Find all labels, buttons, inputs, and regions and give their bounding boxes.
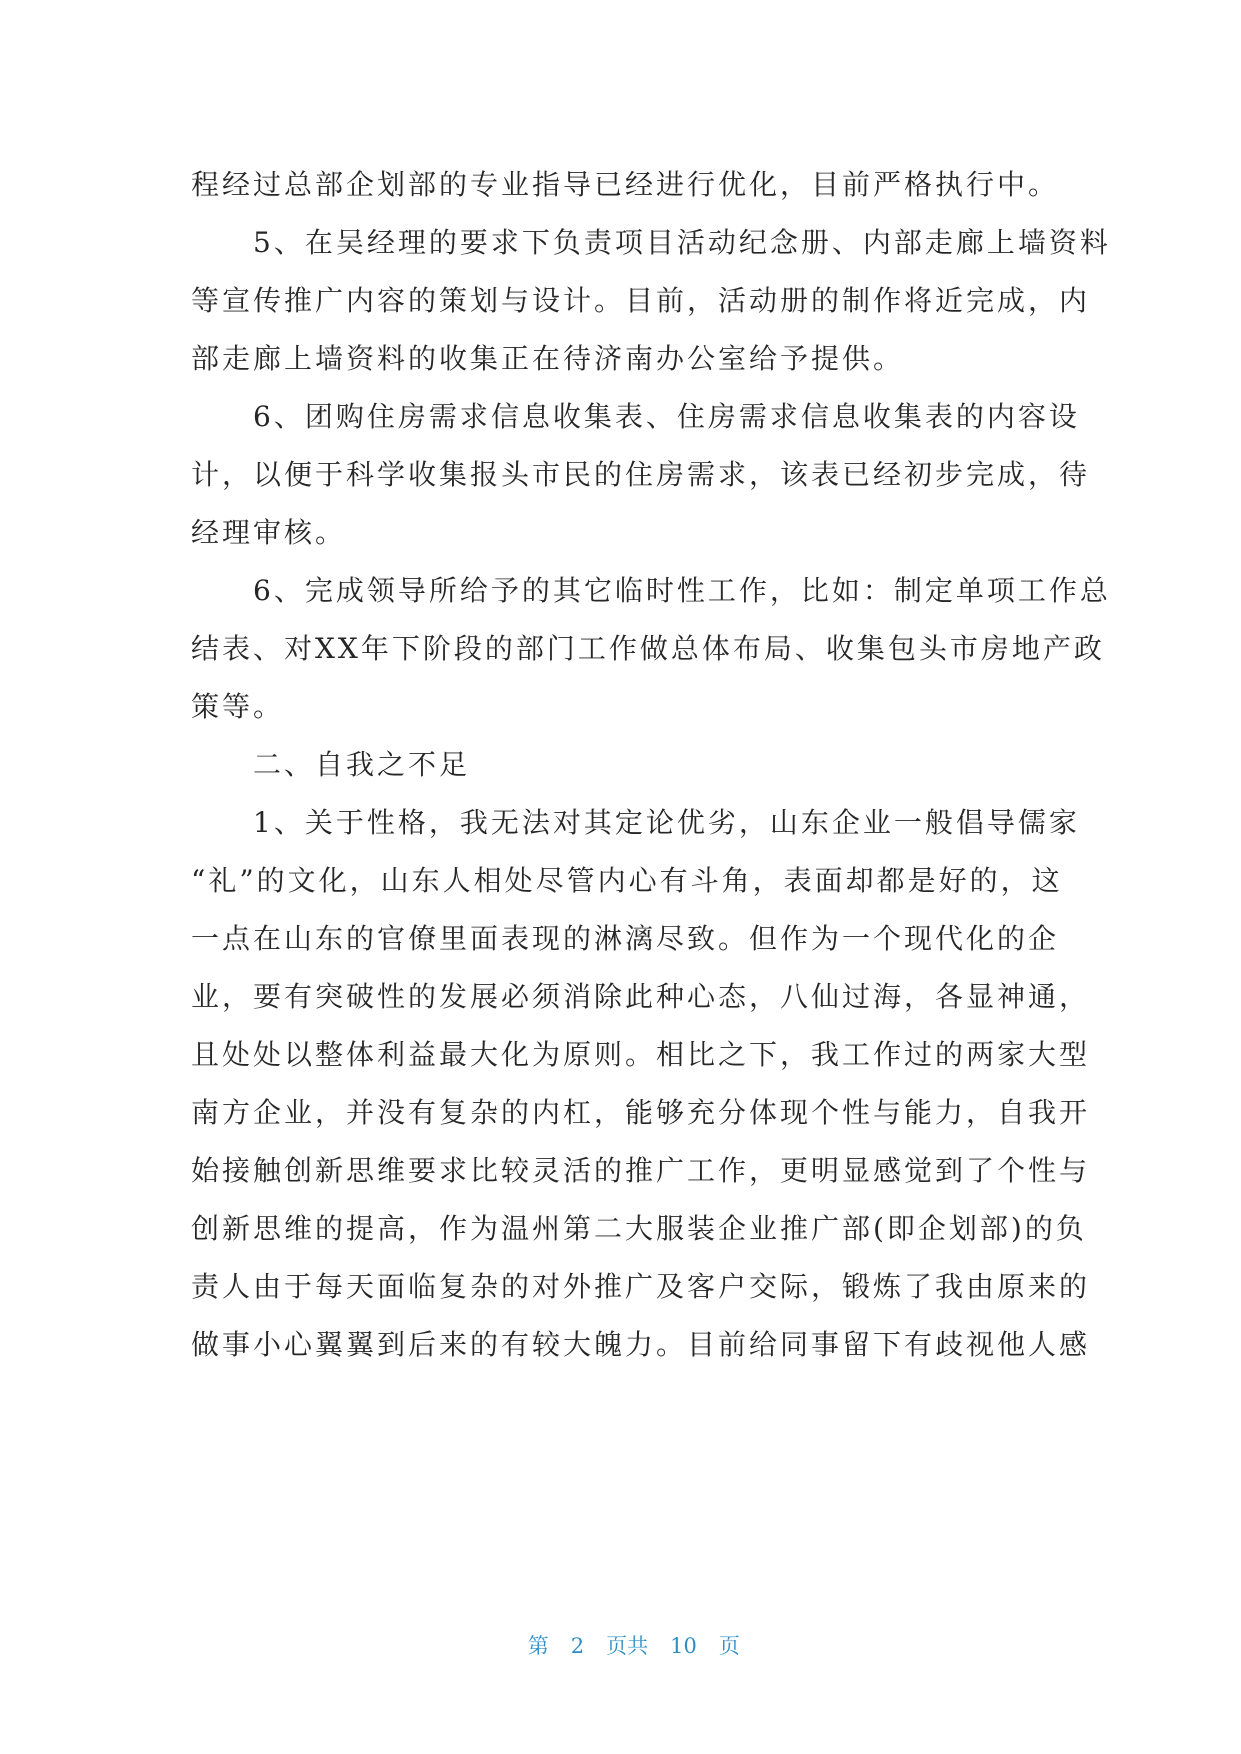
footer-prefix: 第 [527,1634,549,1658]
body-line: 南方企业，并没有复杂的内杠，能够充分体现个性与能力，自我开 [191,1096,1091,1129]
body-line: 经理审核。 [191,516,347,549]
body-line: 1、关于性格，我无法对其定论优劣，山东企业一般倡导儒家 [191,806,1080,839]
current-page-number: 2 [570,1634,585,1658]
body-line: 等宣传推广内容的策划与设计。目前，活动册的制作将近完成，内 [191,284,1091,317]
section-heading: 二、自我之不足 [191,748,471,781]
body-line: 6、团购住房需求信息收集表、住房需求信息收集表的内容设 [191,400,1080,433]
body-line: 始接触创新思维要求比较灵活的推广工作，更明显感觉到了个性与 [191,1154,1091,1187]
footer-suffix: 页 [718,1634,740,1658]
body-line: 一点在山东的官僚里面表现的淋漓尽致。但作为一个现代化的企 [191,922,1060,955]
total-page-count: 10 [670,1634,697,1658]
body-line: 做事小心翼翼到后来的有较大魄力。目前给同事留下有歧视他人感 [191,1328,1091,1361]
body-line: “礼”的文化，山东人相处尽管内心有斗角，表面却都是好的，这 [191,864,1063,897]
body-line: 创新思维的提高，作为温州第二大服装企业推广部(即企划部)的负 [191,1212,1087,1245]
page-footer [0,1606,1241,1684]
body-line: 计，以便于科学收集报头市民的住房需求，该表已经初步完成，待 [191,458,1091,491]
body-line: 程经过总部企划部的专业指导已经进行优化，目前严格执行中。 [191,168,1060,201]
body-line: 策等。 [191,690,285,723]
body-line: 业，要有突破性的发展必须消除此种心态，八仙过海，各显神通， [191,980,1091,1013]
body-line: 部走廊上墙资料的收集正在待济南办公室给予提供。 [191,342,905,375]
body-line: 结表、对XX年下阶段的部门工作做总体布局、收集包头市房地产政 [191,632,1105,665]
body-line: 且处处以整体利益最大化为原则。相比之下，我工作过的两家大型 [191,1038,1091,1071]
body-line: 责人由于每天面临复杂的对外推广及客户交际，锻炼了我由原来的 [191,1270,1091,1303]
footer-middle: 页共 [606,1634,649,1658]
body-line: 6、完成领导所给予的其它临时性工作，比如：制定单项工作总 [191,574,1111,607]
body-line: 5、在吴经理的要求下负责项目活动纪念册、内部走廊上墙资料 [191,226,1111,259]
